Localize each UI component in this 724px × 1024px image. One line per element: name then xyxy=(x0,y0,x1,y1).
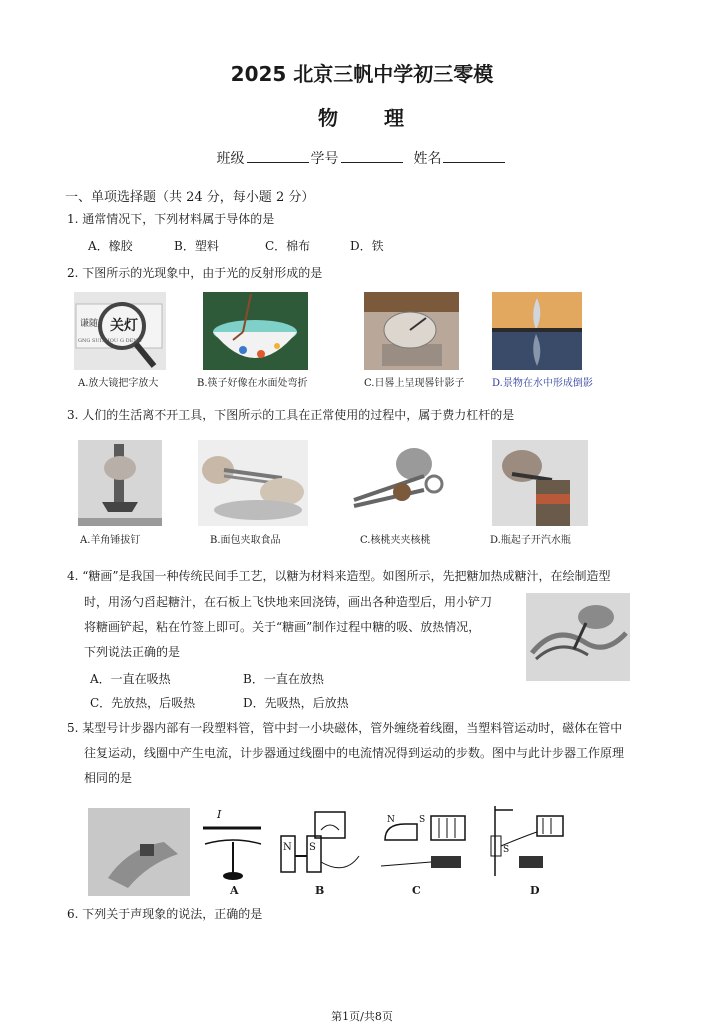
number-blank xyxy=(341,148,403,163)
q1-option-c: C．棉布 xyxy=(265,239,311,253)
electromagnetism-figures xyxy=(195,806,575,898)
sundial-photo xyxy=(364,292,459,370)
figure-a-current-label: I xyxy=(217,808,222,821)
name-label: 姓名 xyxy=(413,151,442,167)
claw-hammer-photo xyxy=(78,440,162,526)
pedometer-wrist-photo xyxy=(88,808,190,896)
figure-label-b: B xyxy=(315,884,325,897)
q3-caption-a: A.羊角锤拔钉 xyxy=(80,535,141,546)
magnifier-photo xyxy=(74,292,166,370)
name-blank xyxy=(443,148,505,163)
q4-option-b: B．一直在放热 xyxy=(243,672,324,686)
figure-a xyxy=(203,808,261,880)
figure-b-north-label: N xyxy=(283,842,292,853)
q5-line-3: 相同的是 xyxy=(84,771,133,785)
q2-caption-a: A.放大镜把字放大 xyxy=(78,378,159,389)
exam-title: 2025 北京三帆中学初三零模 xyxy=(230,62,494,86)
q1-option-d: D．铁 xyxy=(350,239,384,253)
q3-caption-d: D.瓶起子开汽水瓶 xyxy=(490,535,571,546)
figure-c xyxy=(381,815,465,868)
nutcracker-photo xyxy=(344,440,472,526)
figure-b xyxy=(281,812,359,872)
subject-char-1: 物 xyxy=(318,106,340,130)
subject-char-2: 理 xyxy=(384,106,406,130)
q2-stem: 2. 下图所示的光现象中，由于光的反射形成的是 xyxy=(67,266,323,280)
q4-option-c: C．先放热，后吸热 xyxy=(90,696,196,710)
number-label: 学号 xyxy=(310,151,339,167)
figure-label-d: D xyxy=(530,884,540,897)
student-info-line xyxy=(0,148,724,168)
bottle-opener-photo xyxy=(492,440,588,526)
figure-c-pole-s2: S xyxy=(419,815,426,825)
figure-d xyxy=(491,806,563,876)
q4-line-2: 时，用汤勺舀起糖汁，在石板上飞快地来回浇铸，画出各种造型后，用小铲刀 xyxy=(84,595,493,609)
q4-line-4: 下列说法正确的是 xyxy=(84,645,181,659)
figure-label-c: C xyxy=(412,884,421,897)
magnifier-text-1: 谦随 xyxy=(80,319,99,329)
class-label: 班级 xyxy=(216,151,245,167)
q5-line-1: 5. 某型号计步器内部有一段塑料管，管中封一小块磁体，管外缠绕着线圈，当塑料管运动时，磁体在管中 xyxy=(67,721,623,735)
section-heading: 一、单项选择题（共 24 分，每小题 2 分） xyxy=(65,190,315,205)
magnifier-text-4: SHOU xyxy=(102,338,119,344)
magnifier-text-2: 关灯 xyxy=(110,318,138,334)
q3-stem: 3. 人们的生活离不开工具，下图所示的工具在正常使用的过程中，属于费力杠杆的是 xyxy=(67,408,515,422)
q2-caption-d: D.景物在水中形成倒影 xyxy=(492,378,593,389)
figure-c-pole-s: N xyxy=(387,815,395,825)
sugar-painting-photo xyxy=(526,593,630,681)
magnifier-text-5: G DENG xyxy=(120,338,142,344)
page-number: 第1页/共8页 xyxy=(331,1010,393,1023)
subject-title xyxy=(0,102,724,131)
magnifier-text-3: GNG SUI xyxy=(78,338,102,344)
q3-caption-c: C.核桃夹夹核桃 xyxy=(360,535,431,546)
class-blank xyxy=(247,148,309,163)
q1-option-a: A．橡胶 xyxy=(88,239,133,253)
q1-stem: 1. 通常情况下，下列材料属于导体的是 xyxy=(67,212,275,226)
q4-line-1: 4. “糖画”是我国一种传统民间手工艺，以糖为材料来造型。如图所示，先把糖加热成糖汁，在绘制造型 xyxy=(67,569,611,583)
q4-option-a: A．一直在吸热 xyxy=(90,672,171,686)
q4-line-3: 将糖画铲起，粘在竹签上即可。关于“糖画”制作过程中糖的吸、放热情况， xyxy=(84,620,481,634)
q4-option-d: D．先吸热，后放热 xyxy=(243,696,349,710)
bread-tongs-photo xyxy=(198,440,308,526)
q1-option-b: B．塑料 xyxy=(174,239,219,253)
chopsticks-bowl-photo xyxy=(203,292,308,370)
q2-caption-b: B.筷子好像在水面处弯折 xyxy=(197,378,308,389)
q6-stem: 6. 下列关于声现象的说法，正确的是 xyxy=(67,907,263,921)
q5-line-2: 往复运动，线圈中产生电流，计步器通过线圈中的电流情况得到运动的步数。图中与此计步器工作原理 xyxy=(84,746,625,760)
figure-b-south-label: S xyxy=(309,842,316,853)
q3-caption-b: B.面包夹取食品 xyxy=(210,535,281,546)
figure-d-pole: S xyxy=(503,845,510,855)
figure-label-a: A xyxy=(230,884,239,897)
q2-caption-c: C.日晷上呈现晷针影子 xyxy=(364,378,465,389)
reflection-photo xyxy=(492,292,582,370)
